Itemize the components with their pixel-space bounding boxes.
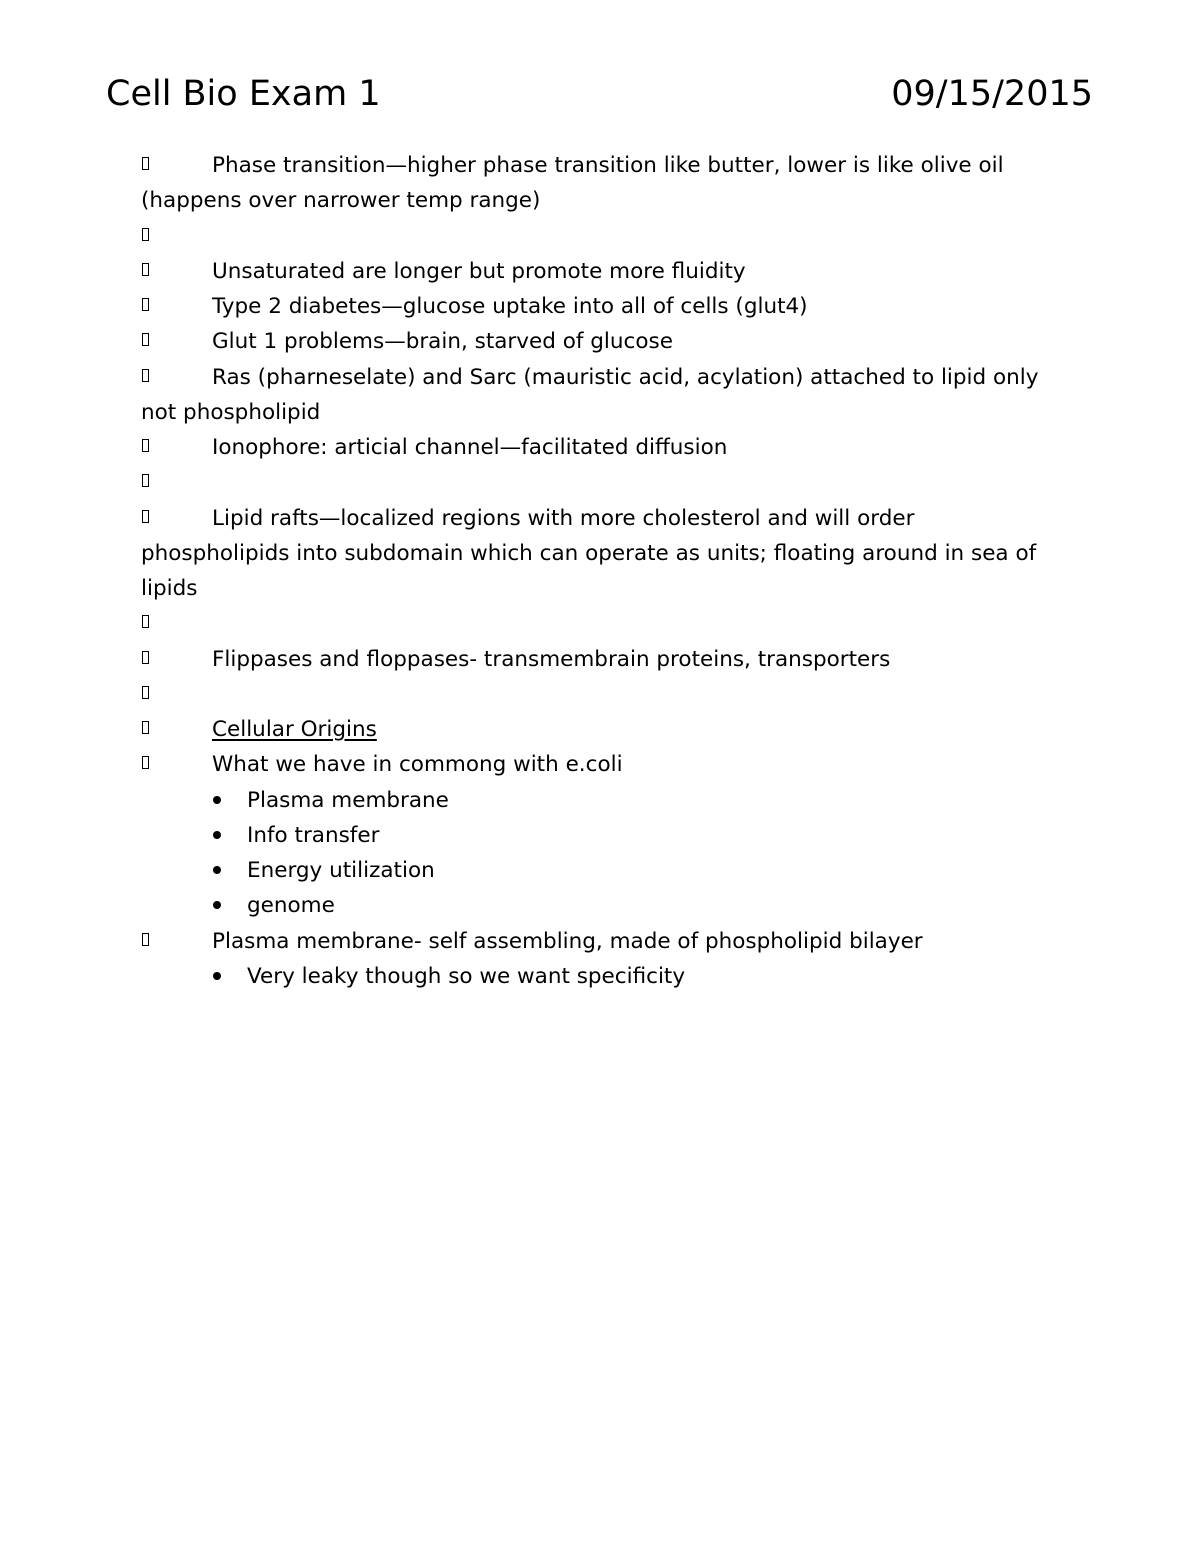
bullet-dot-icon [213,901,221,909]
note-item [141,642,1056,677]
missing-glyph-icon [142,263,149,276]
note-text: Type 2 diabetes—glucose uptake into all of cells (glut4) [212,294,808,319]
missing-glyph-icon [142,933,149,946]
missing-glyph-icon [142,510,149,523]
note-text: Flippases and floppases- transmembrain proteins, transporters [212,646,891,672]
document-date: 09/15/2015 [891,74,1093,114]
bullet-dot-icon [213,866,221,874]
note-text: What we have in commong with e.coli [212,752,623,778]
empty-note-item [141,219,1056,254]
sub-bullet-item [141,853,1056,888]
note-text: Unsaturated are longer but promote more fluidity [212,258,746,284]
note-item [141,254,1056,289]
missing-glyph-icon [142,721,149,734]
missing-glyph-icon [142,298,149,311]
note-text: Ionophore: articial channel—facilitated diffusion [212,435,728,460]
sub-bullet-text: Energy utilization [247,858,435,883]
bullet-dot-icon [213,831,221,839]
missing-glyph-icon [142,369,149,382]
note-item [141,324,1056,359]
note-item [141,148,1056,219]
bullet-dot-icon [213,796,221,804]
sub-bullet-item [141,959,1056,994]
note-item [141,360,1056,431]
missing-glyph-icon [142,615,149,628]
note-text: Ras (pharneselate) and Sarc (mauristic acid, acylation) attached to lipid only not phospholipid [141,364,1039,425]
empty-note-item [141,465,1056,500]
note-item [141,501,1056,607]
sub-bullet-item [141,818,1056,853]
missing-glyph-icon [142,333,149,346]
sub-bullet-item [141,783,1056,818]
sub-bullet-item [141,888,1056,923]
note-item [141,747,1056,782]
note-text: Plasma membrane- self assembling, made of phospholipid bilayer [212,928,923,954]
sub-bullet-text: Info transfer [247,822,380,848]
document-header [106,68,1093,120]
document-title: Cell Bio Exam 1 [106,74,381,114]
sub-bullet-text: Plasma membrane [247,787,449,813]
sub-bullet-text: genome [247,893,335,919]
missing-glyph-icon [142,474,149,487]
note-text: Lipid rafts—localized regions with more cholesterol and will order phospholipids into subdomain which can operate as units; floating around in sea of lipids [141,505,1037,601]
empty-note-item [141,677,1056,712]
bullet-dot-icon [213,972,221,980]
missing-glyph-icon [142,651,149,664]
missing-glyph-icon [142,439,149,452]
section-heading: Cellular Origins [212,717,377,742]
note-item [141,430,1056,465]
empty-note-item [141,606,1056,641]
note-text: Glut 1 problems—brain, starved of glucose [212,329,673,355]
note-item [141,924,1056,959]
missing-glyph-icon [142,756,149,769]
missing-glyph-icon [142,157,149,170]
missing-glyph-icon [142,228,149,241]
missing-glyph-icon [142,686,149,699]
note-text: Phase transition—higher phase transition like butter, lower is like olive oil (happens over narrower temp range) [141,153,1004,214]
section-heading-item [141,712,1056,747]
notes-body [141,148,1056,994]
note-item [141,289,1056,324]
sub-bullet-text: Very leaky though so we want specificity [247,963,686,989]
